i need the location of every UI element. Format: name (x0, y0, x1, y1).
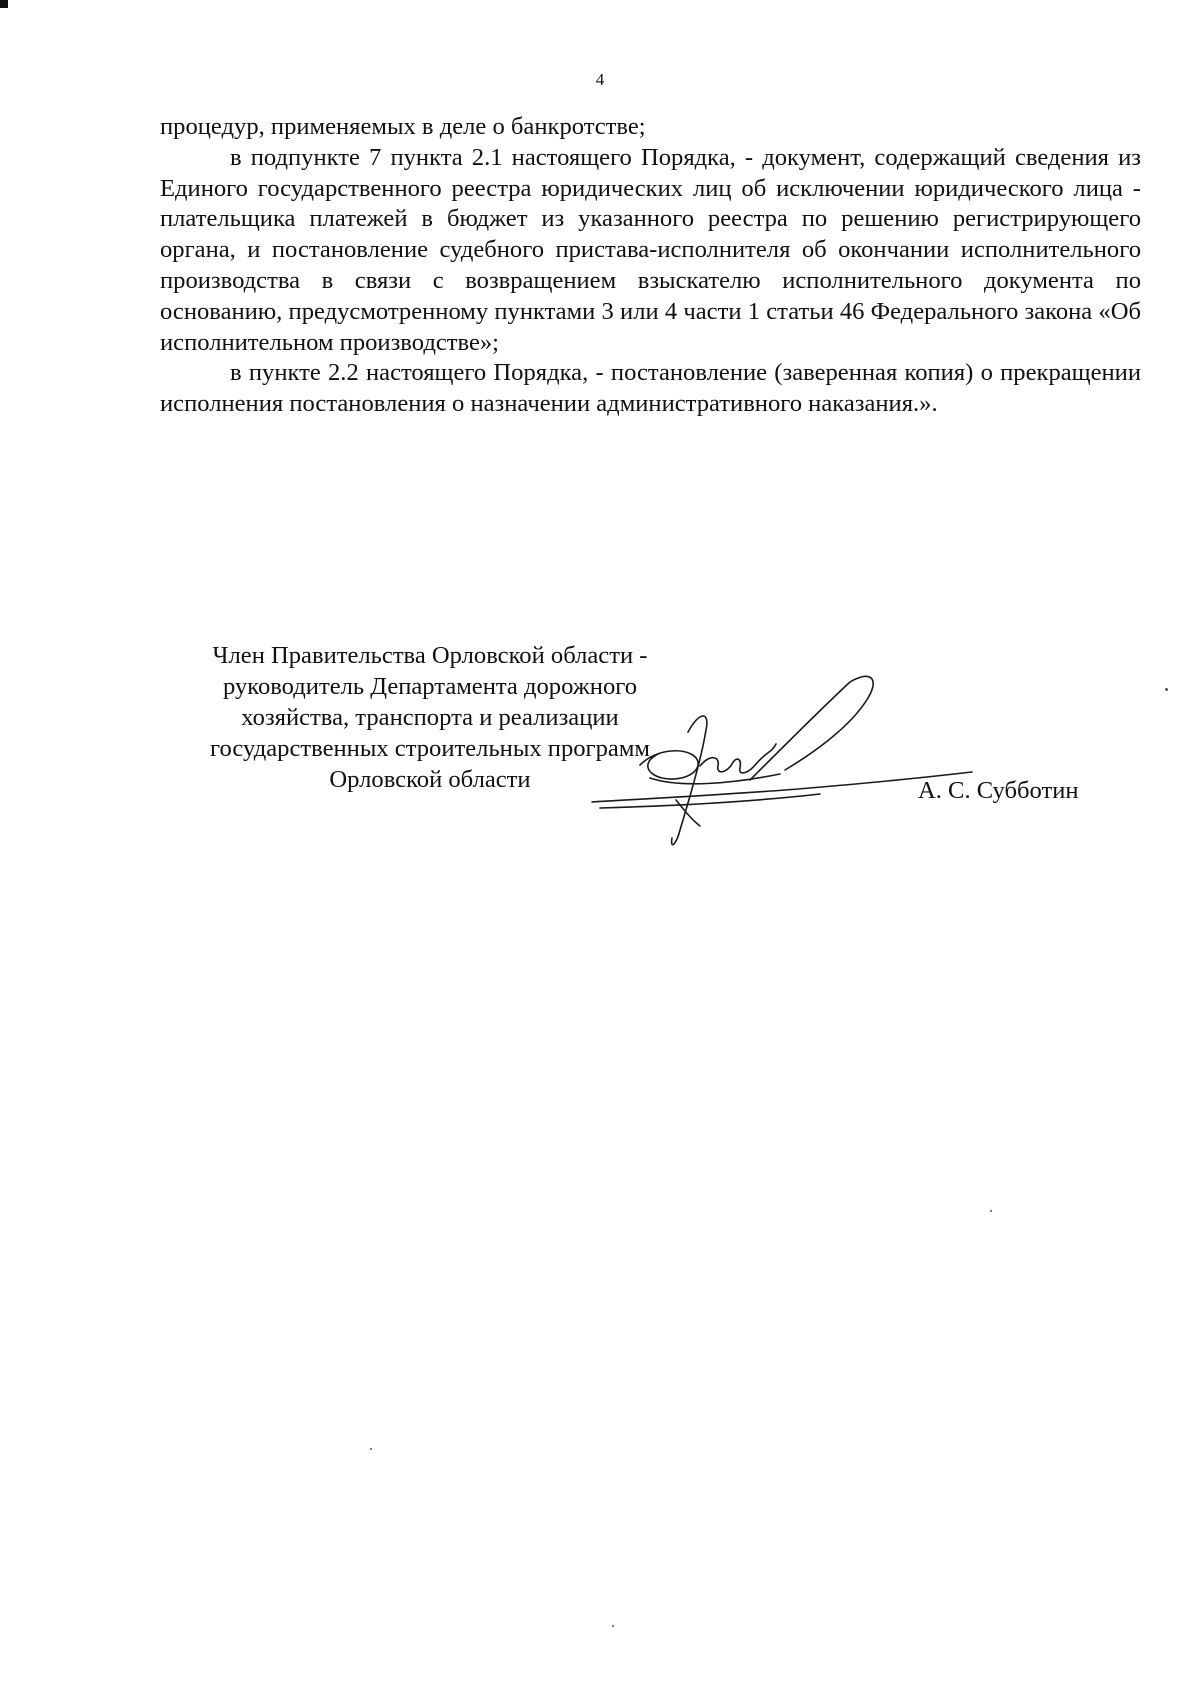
scan-corner-mark (0, 0, 8, 8)
position-line-2: руководитель Департамента дорожного (222, 673, 638, 700)
scan-speck (370, 1448, 372, 1450)
signatory-name: А. С. Субботин (918, 777, 1079, 804)
handwritten-signature (580, 670, 980, 860)
position-line-1: Член Правительства Орловской области - (212, 642, 648, 669)
paragraph-2: в подпункте 7 пункта 2.1 настоящего Порядка, - документ, содержащий сведения из Единого государственного реестра юридических лиц об исключении юридического лица - плательщика платежей в бюджет из указанного реестра по решению регистрирующего органа, и постановление судебного пристава-исполнителя об окончании исполнительного производства в связи с возвращением взыскателю исполнительного документа по основанию, предусмотренному пунктами 3 или 4 части 1 статьи 46 Федерального закона «Об исполнительном производстве»; (160, 143, 1141, 356)
scan-speck (612, 1625, 614, 1627)
paragraph-3: в пункте 2.2 настоящего Порядка, - постановление (заверенная копия) о прекращении исполнения постановления о назначении административного наказания.». (160, 359, 1141, 418)
scan-speck (990, 1210, 992, 1212)
position-line-3: хозяйства, транспорта и реализации (241, 704, 619, 731)
body-text (160, 112, 1141, 420)
paragraph-1: процедур, применяемых в деле о банкротстве; (160, 113, 646, 140)
scan-speck (1165, 688, 1168, 691)
page-number: 4 (595, 70, 605, 89)
position-line-5: Орловской области (329, 766, 531, 793)
position-line-4: государственных строительных программ (210, 735, 650, 762)
